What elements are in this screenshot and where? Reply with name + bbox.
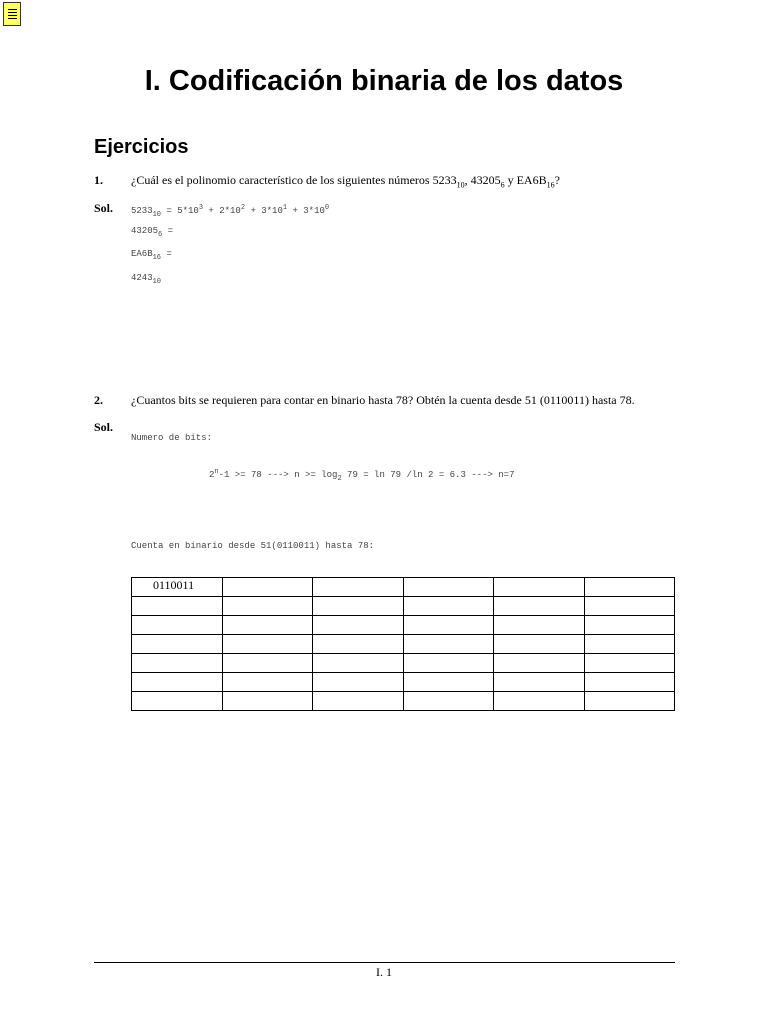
formula-a-sup: n — [214, 468, 219, 476]
table-cell — [494, 635, 585, 654]
table-cell — [313, 635, 404, 654]
table-row — [132, 635, 675, 654]
table-cell — [403, 635, 494, 654]
count-label: Cuenta en binario desde 51(0110011) hasta 78: — [131, 541, 375, 551]
table-cell — [494, 673, 585, 692]
table-cell — [313, 597, 404, 616]
table-cell — [403, 578, 494, 597]
s1l1-d: + 3*10 — [245, 206, 283, 216]
q1-text-mid1: , 43205 — [464, 173, 501, 187]
bits-formula — [209, 466, 514, 485]
formula-b-sub: 2 — [337, 475, 342, 483]
formula-c: 79 = ln 79 /ln 2 = 6.3 ---> n=7 — [341, 470, 515, 480]
s1l4-a-sub: 10 — [152, 278, 162, 286]
s1l1-e-sup: 0 — [324, 204, 330, 212]
question-2-text: ¿Cuantos bits se requieren para contar en binario hasta 78? Obtén la cuenta desde 51 (0110011) hasta 78. — [131, 393, 635, 407]
table-cell — [403, 616, 494, 635]
table-cell — [313, 578, 404, 597]
page-title: I. Codificación binaria de los datos — [144, 65, 624, 97]
table-cell — [494, 597, 585, 616]
table-cell — [584, 673, 675, 692]
table-cell — [403, 654, 494, 673]
table-cell — [132, 673, 223, 692]
table-cell — [132, 692, 223, 711]
table-cell — [584, 654, 675, 673]
s1l2-a-sub: 6 — [158, 231, 163, 239]
table-cell — [584, 578, 675, 597]
table-cell: 0110011 — [132, 578, 223, 597]
s1l1-c-sup: 2 — [240, 204, 246, 212]
q1-sub3: 16 — [546, 180, 555, 190]
table-row — [132, 692, 675, 711]
table-cell — [313, 692, 404, 711]
question-1-number: 1. — [94, 173, 103, 187]
solution-1-line-3 — [131, 248, 172, 264]
s1l1-b: = 5*10 — [161, 206, 199, 216]
s1l1-d-sup: 1 — [282, 204, 288, 212]
table-cell — [222, 635, 313, 654]
table-cell — [222, 692, 313, 711]
table-row — [132, 654, 675, 673]
s1l3-a-sub: 16 — [152, 254, 162, 262]
note-icon[interactable] — [3, 2, 21, 26]
table-cell — [132, 635, 223, 654]
table-cell — [132, 616, 223, 635]
s1l3-a: EA6B — [131, 249, 153, 259]
note-icon-line — [8, 9, 17, 10]
s1l1-b-sup: 3 — [198, 204, 204, 212]
table-cell — [403, 692, 494, 711]
table-cell — [313, 616, 404, 635]
solution-2-label: Sol. — [94, 420, 114, 434]
table-cell — [584, 616, 675, 635]
solution-1-line-4 — [131, 272, 161, 288]
section-heading: Ejercicios — [94, 136, 189, 158]
footer-divider — [94, 962, 675, 963]
table-cell — [494, 616, 585, 635]
s1l1-a: 5233 — [131, 206, 153, 216]
page-number: I. 1 — [376, 965, 392, 979]
note-icon-line — [8, 15, 17, 16]
table-cell — [584, 635, 675, 654]
table-cell — [132, 597, 223, 616]
table-row — [132, 597, 675, 616]
q1-sub1: 10 — [456, 180, 465, 190]
formula-a: 2 — [209, 470, 215, 480]
s1l2-b: = — [162, 226, 174, 236]
s1l4-a: 4243 — [131, 273, 153, 283]
table-cell — [222, 578, 313, 597]
s1l1-c: + 2*10 — [203, 206, 241, 216]
table-cell — [222, 597, 313, 616]
table-cell — [494, 654, 585, 673]
table-cell — [313, 654, 404, 673]
s1l1-e: + 3*10 — [287, 206, 325, 216]
table-row — [132, 616, 675, 635]
q1-text-before: ¿Cuál es el polinomio característico de los siguientes números 5233 — [131, 173, 457, 187]
binary-count-table — [131, 577, 675, 711]
solution-1-label: Sol. — [94, 201, 114, 215]
table-cell — [584, 692, 675, 711]
note-icon-line — [8, 18, 17, 19]
s1l2-a: 43205 — [131, 226, 159, 236]
table-row — [132, 673, 675, 692]
s1l1-a-sub: 10 — [152, 211, 162, 219]
table-cell — [222, 616, 313, 635]
table-cell — [494, 578, 585, 597]
solution-1-line-1 — [131, 202, 329, 221]
table-cell — [403, 597, 494, 616]
table-cell — [494, 692, 585, 711]
table-cell — [222, 654, 313, 673]
table-row — [132, 578, 675, 597]
note-icon-line — [8, 12, 17, 13]
formula-b: -1 >= 78 ---> n >= log — [218, 470, 338, 480]
q1-text-after: ? — [554, 173, 560, 187]
s1l3-b: = — [161, 249, 172, 259]
table-cell — [313, 673, 404, 692]
binary-count-table-body — [132, 578, 675, 711]
table-cell — [403, 673, 494, 692]
question-1-text — [131, 172, 560, 193]
q1-sub2: 6 — [500, 180, 505, 190]
solution-1-line-2 — [131, 225, 173, 241]
table-cell — [222, 673, 313, 692]
q1-text-mid2: y EA6B — [504, 173, 547, 187]
bits-label: Numero de bits: — [131, 433, 213, 443]
table-cell — [584, 597, 675, 616]
table-cell — [132, 654, 223, 673]
question-2-number: 2. — [94, 393, 103, 407]
